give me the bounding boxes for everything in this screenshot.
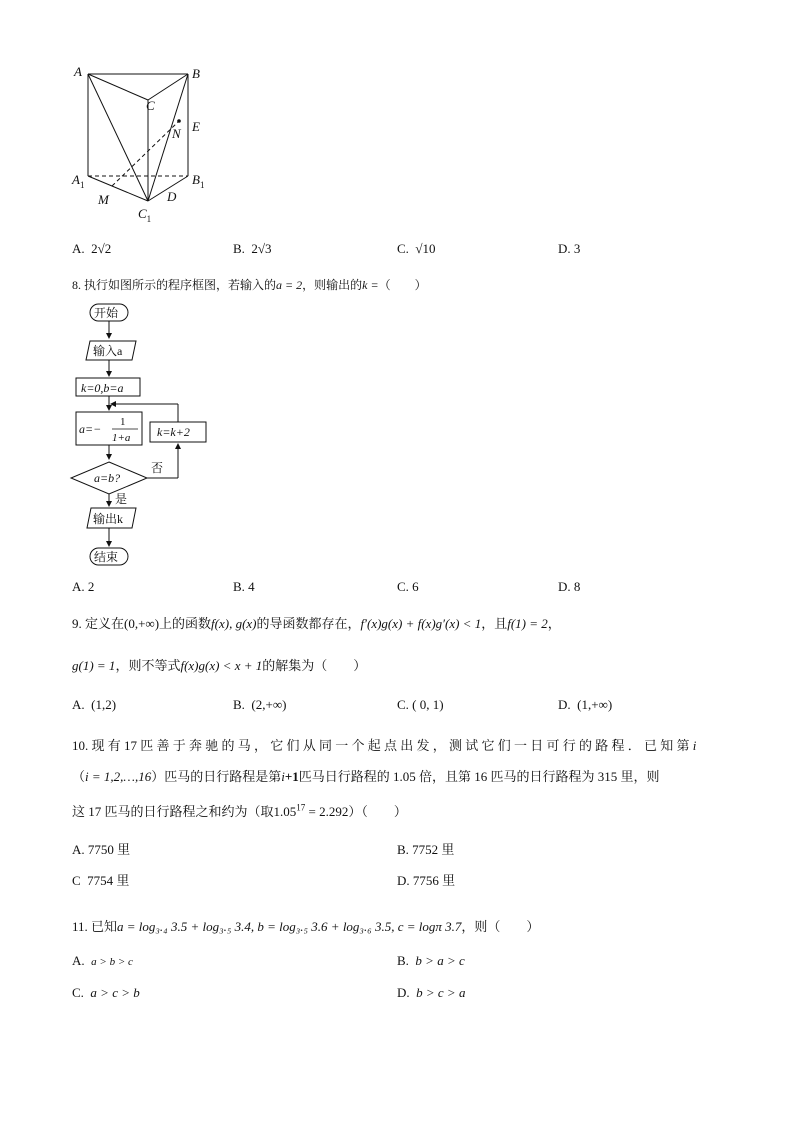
fc-yes: 是 — [115, 492, 128, 506]
q9-option-a: A. (1,2) — [72, 697, 117, 712]
label-A: A — [74, 64, 82, 79]
q8-option-c: C. 6 — [397, 579, 419, 594]
q9-option-c: C. ( 0, 1) — [397, 697, 444, 712]
q8-option-a: A. 2 — [72, 579, 95, 594]
label-B: B — [192, 66, 200, 81]
q8-option-d: D. 8 — [558, 579, 581, 594]
q8-option-b: B. 4 — [233, 579, 255, 594]
q10-option-a: A. 7750 里 — [72, 842, 131, 857]
label-C1: $C_1$ — [138, 206, 152, 224]
label-B1: $B_1$ — [192, 172, 205, 190]
q8-stem: 8. 执行如图所示的程序框图，若输入的a = 2，则输出的k =（ ） — [72, 278, 427, 292]
q7-option-d: D. 3 — [558, 241, 581, 256]
fc-end: 结束 — [94, 550, 119, 564]
fc-input: 输入a — [93, 344, 123, 358]
label-D: D — [167, 189, 177, 204]
q9-line1: 9. 定义在(0,+∞)上的函数f(x), g(x)的导函数都存在，f′(x)g(x) + f(x)g′(x) < 1，且f(1) = 2， — [72, 616, 561, 631]
fc-init: k=0,b=a — [81, 381, 124, 395]
fc-output: 输出k — [93, 512, 124, 526]
label-A1: $A_1$ — [72, 172, 85, 190]
label-N: N — [172, 126, 181, 141]
q11-option-b: B. b > a > c — [397, 953, 465, 968]
q10-option-d: D. 7756 里 — [397, 873, 456, 888]
q10-line2: （i = 1,2,…,16）匹马的日行路程是第i+1匹马日行路程的 1.05 倍，且第 16 匹马的日行路程为 315 里，则 — [72, 769, 660, 784]
q11-option-d: D. b > c > a — [397, 985, 466, 1000]
label-C: C — [146, 98, 155, 113]
fc-start: 开始 — [94, 306, 119, 320]
flowchart — [68, 298, 218, 574]
q9-line2: g(1) = 1，则不等式f(x)g(x) < x + 1的解集为（ ） — [72, 658, 367, 673]
q11-option-c: C. a > c > b — [72, 985, 140, 1000]
q10-line3: 这 17 匹马的日行路程之和约为（取$1.05^{17} = 2.292$）（ ） — [72, 802, 407, 819]
label-E: E — [192, 119, 200, 134]
q7-option-b: B. 2√3 — [233, 241, 272, 256]
fc-assign-lhs: a=− — [79, 422, 102, 436]
q11-option-a: A. a > b > c — [72, 953, 133, 968]
fc-no: 否 — [151, 461, 164, 475]
q11-stem: 11. 已知a = log₃.₄ 3.5 + log₃.₅ 3.4, b = log₃.₅ 3.6 + log₃.₆ 3.5, c = logπ 3.7，则（ ） — [72, 919, 540, 934]
label-M: M — [98, 192, 109, 207]
fc-assign-den: 1+a — [112, 432, 131, 444]
fc-increment: k=k+2 — [157, 425, 190, 439]
q9-option-b: B. (2,+∞) — [233, 697, 287, 712]
fc-assign-num: 1 — [120, 416, 126, 428]
q10-line1: 10. 现 有 17 匹 善 于 奔 驰 的 马 ， 它 们 从 同 一 个 起 点 出 发 ， 测 试 它 们 一 日 可 行 的 路 程 ． 已 知 第 i — [72, 738, 697, 753]
fc-decision: a=b? — [94, 471, 121, 485]
q10-option-b: B. 7752 里 — [397, 842, 455, 857]
q9-option-d: D. (1,+∞) — [558, 697, 613, 712]
q7-option-c: C. √10 — [397, 241, 436, 256]
q7-option-a: A. 2√2 — [72, 241, 112, 256]
q10-option-c: C 7754 里 — [72, 873, 130, 888]
prism-figure — [60, 58, 220, 228]
